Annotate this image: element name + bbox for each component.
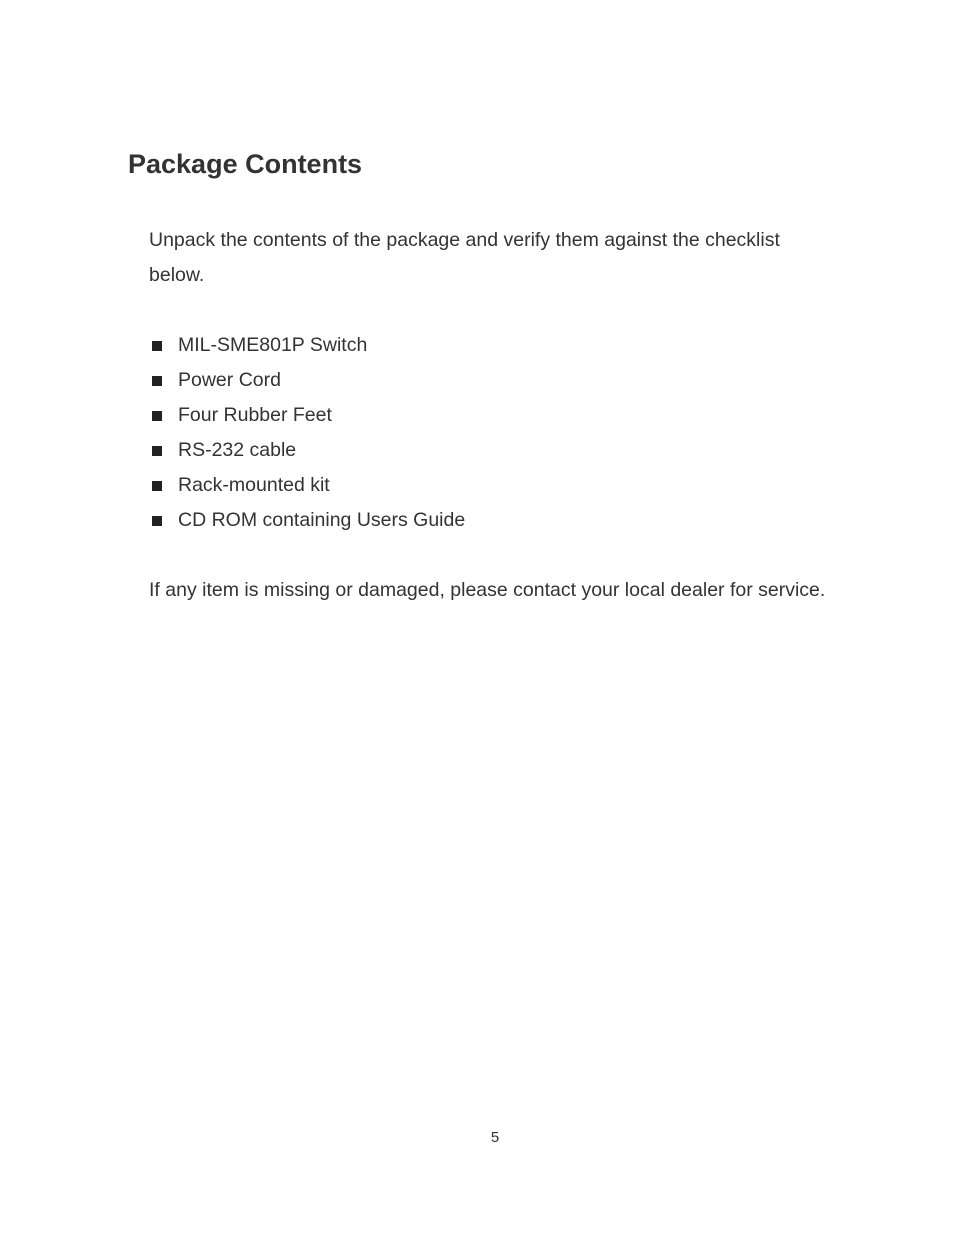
list-item-label: Four Rubber Feet — [178, 404, 332, 426]
square-bullet-icon — [152, 516, 162, 526]
list-item — [149, 468, 465, 503]
list-item — [149, 398, 465, 433]
page-title: Package Contents — [128, 149, 363, 179]
list-item-label: RS-232 cable — [178, 439, 297, 461]
list-item-label: Power Cord — [178, 369, 281, 391]
list-item — [149, 363, 465, 398]
square-bullet-icon — [152, 446, 162, 456]
page-number: 5 — [490, 1129, 500, 1146]
list-item — [149, 433, 465, 468]
missing-items-note: If any item is missing or damaged, please contact your local dealer for service. — [149, 579, 826, 601]
square-bullet-icon — [152, 481, 162, 491]
list-item — [149, 328, 465, 363]
square-bullet-icon — [152, 341, 162, 351]
list-item-label: Rack-mounted kit — [178, 474, 330, 496]
intro-paragraph: Unpack the contents of the package and verify them against the checklist below. — [149, 229, 780, 286]
package-checklist — [149, 328, 465, 538]
list-item-label: CD ROM containing Users Guide — [178, 509, 466, 531]
list-item-label: MIL-SME801P Switch — [178, 334, 368, 356]
square-bullet-icon — [152, 411, 162, 421]
square-bullet-icon — [152, 376, 162, 386]
list-item — [149, 503, 465, 538]
